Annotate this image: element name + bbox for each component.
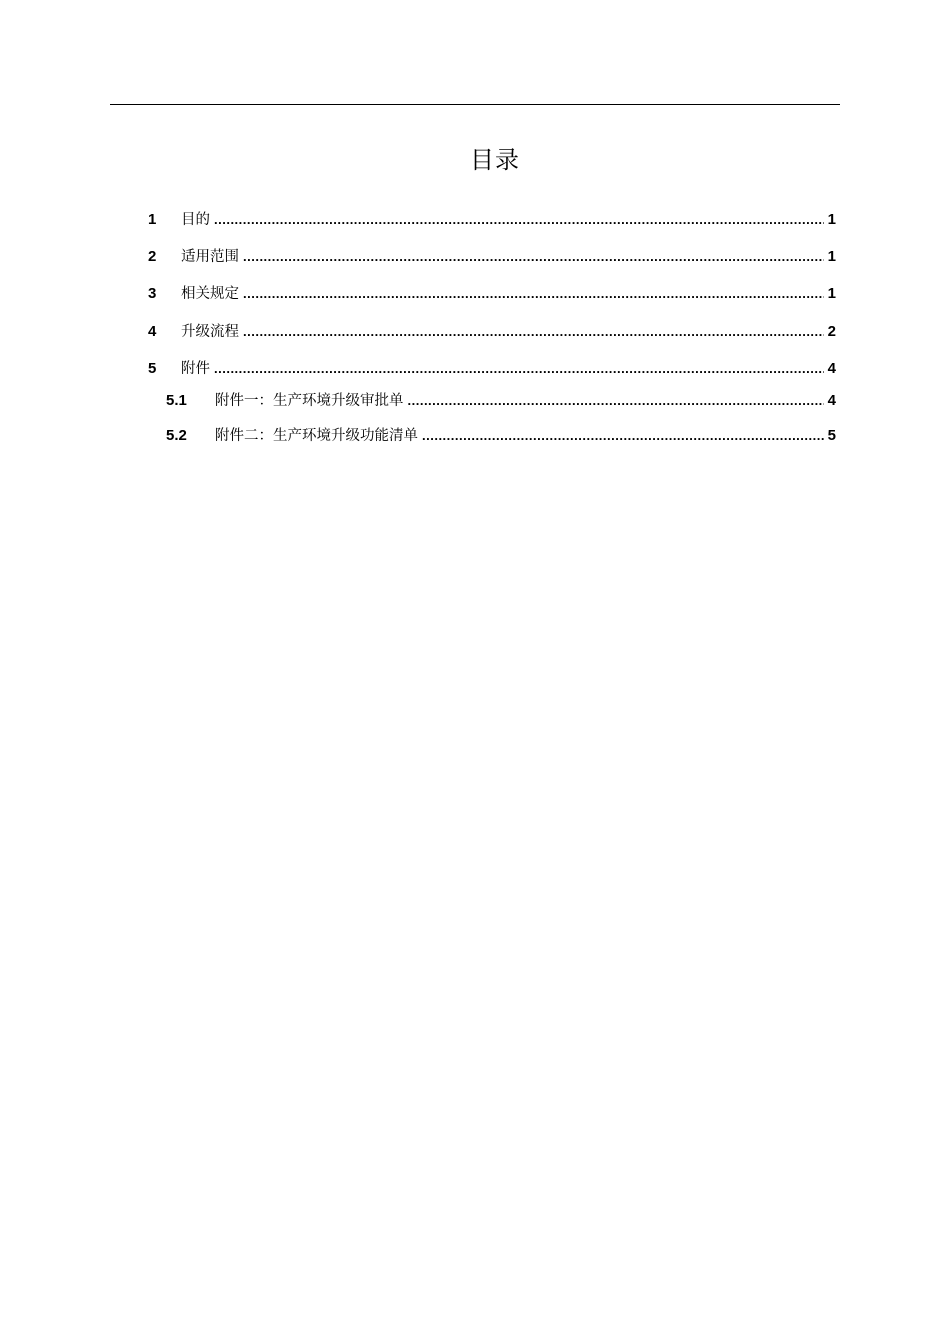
toc-entry-page: 1 <box>827 211 836 228</box>
toc-dot-leader <box>422 425 824 447</box>
toc-entry-number: 1 <box>148 211 157 228</box>
toc-entry-label: 适用范围 <box>181 249 239 265</box>
toc-entry[interactable] <box>148 283 836 305</box>
toc-title: 目录 <box>470 146 520 174</box>
toc-entry-label: 附件二：生产环境升级功能清单 <box>215 428 418 444</box>
toc-dot-leader <box>408 390 824 412</box>
toc-entry-label: 附件一：生产环境升级审批单 <box>215 393 404 409</box>
toc-entry-label: 附件 <box>181 361 210 377</box>
toc-entry-number: 5 <box>148 360 157 377</box>
toc-subentry[interactable] <box>166 425 836 447</box>
toc-entry-number: 4 <box>148 323 157 340</box>
toc-dot-leader <box>243 246 824 268</box>
toc-entry-number: 3 <box>148 285 157 302</box>
toc-entry-label: 相关规定 <box>181 286 239 302</box>
toc-entry-page: 2 <box>827 323 836 340</box>
toc-entry-page: 1 <box>827 285 836 302</box>
toc-entry[interactable] <box>148 358 836 380</box>
toc-entry-label: 升级流程 <box>181 324 239 340</box>
toc-entry-number: 2 <box>148 248 157 265</box>
toc-entry[interactable] <box>148 321 836 343</box>
toc-entry-label: 目的 <box>181 212 210 228</box>
toc-entry-number: 5.2 <box>166 427 187 444</box>
toc-entry-page: 1 <box>827 248 836 265</box>
toc-entry-page: 5 <box>827 427 836 444</box>
toc-dot-leader <box>214 358 824 380</box>
toc-entry-number: 5.1 <box>166 392 187 409</box>
toc-dot-leader <box>243 283 824 305</box>
toc-subentry[interactable] <box>166 390 836 412</box>
toc-entry-page: 4 <box>827 392 836 409</box>
toc-entry[interactable] <box>148 209 836 231</box>
toc-entry-page: 4 <box>827 360 836 377</box>
toc-entry[interactable] <box>148 246 836 268</box>
toc-dot-leader <box>243 321 824 343</box>
toc-dot-leader <box>214 209 824 231</box>
